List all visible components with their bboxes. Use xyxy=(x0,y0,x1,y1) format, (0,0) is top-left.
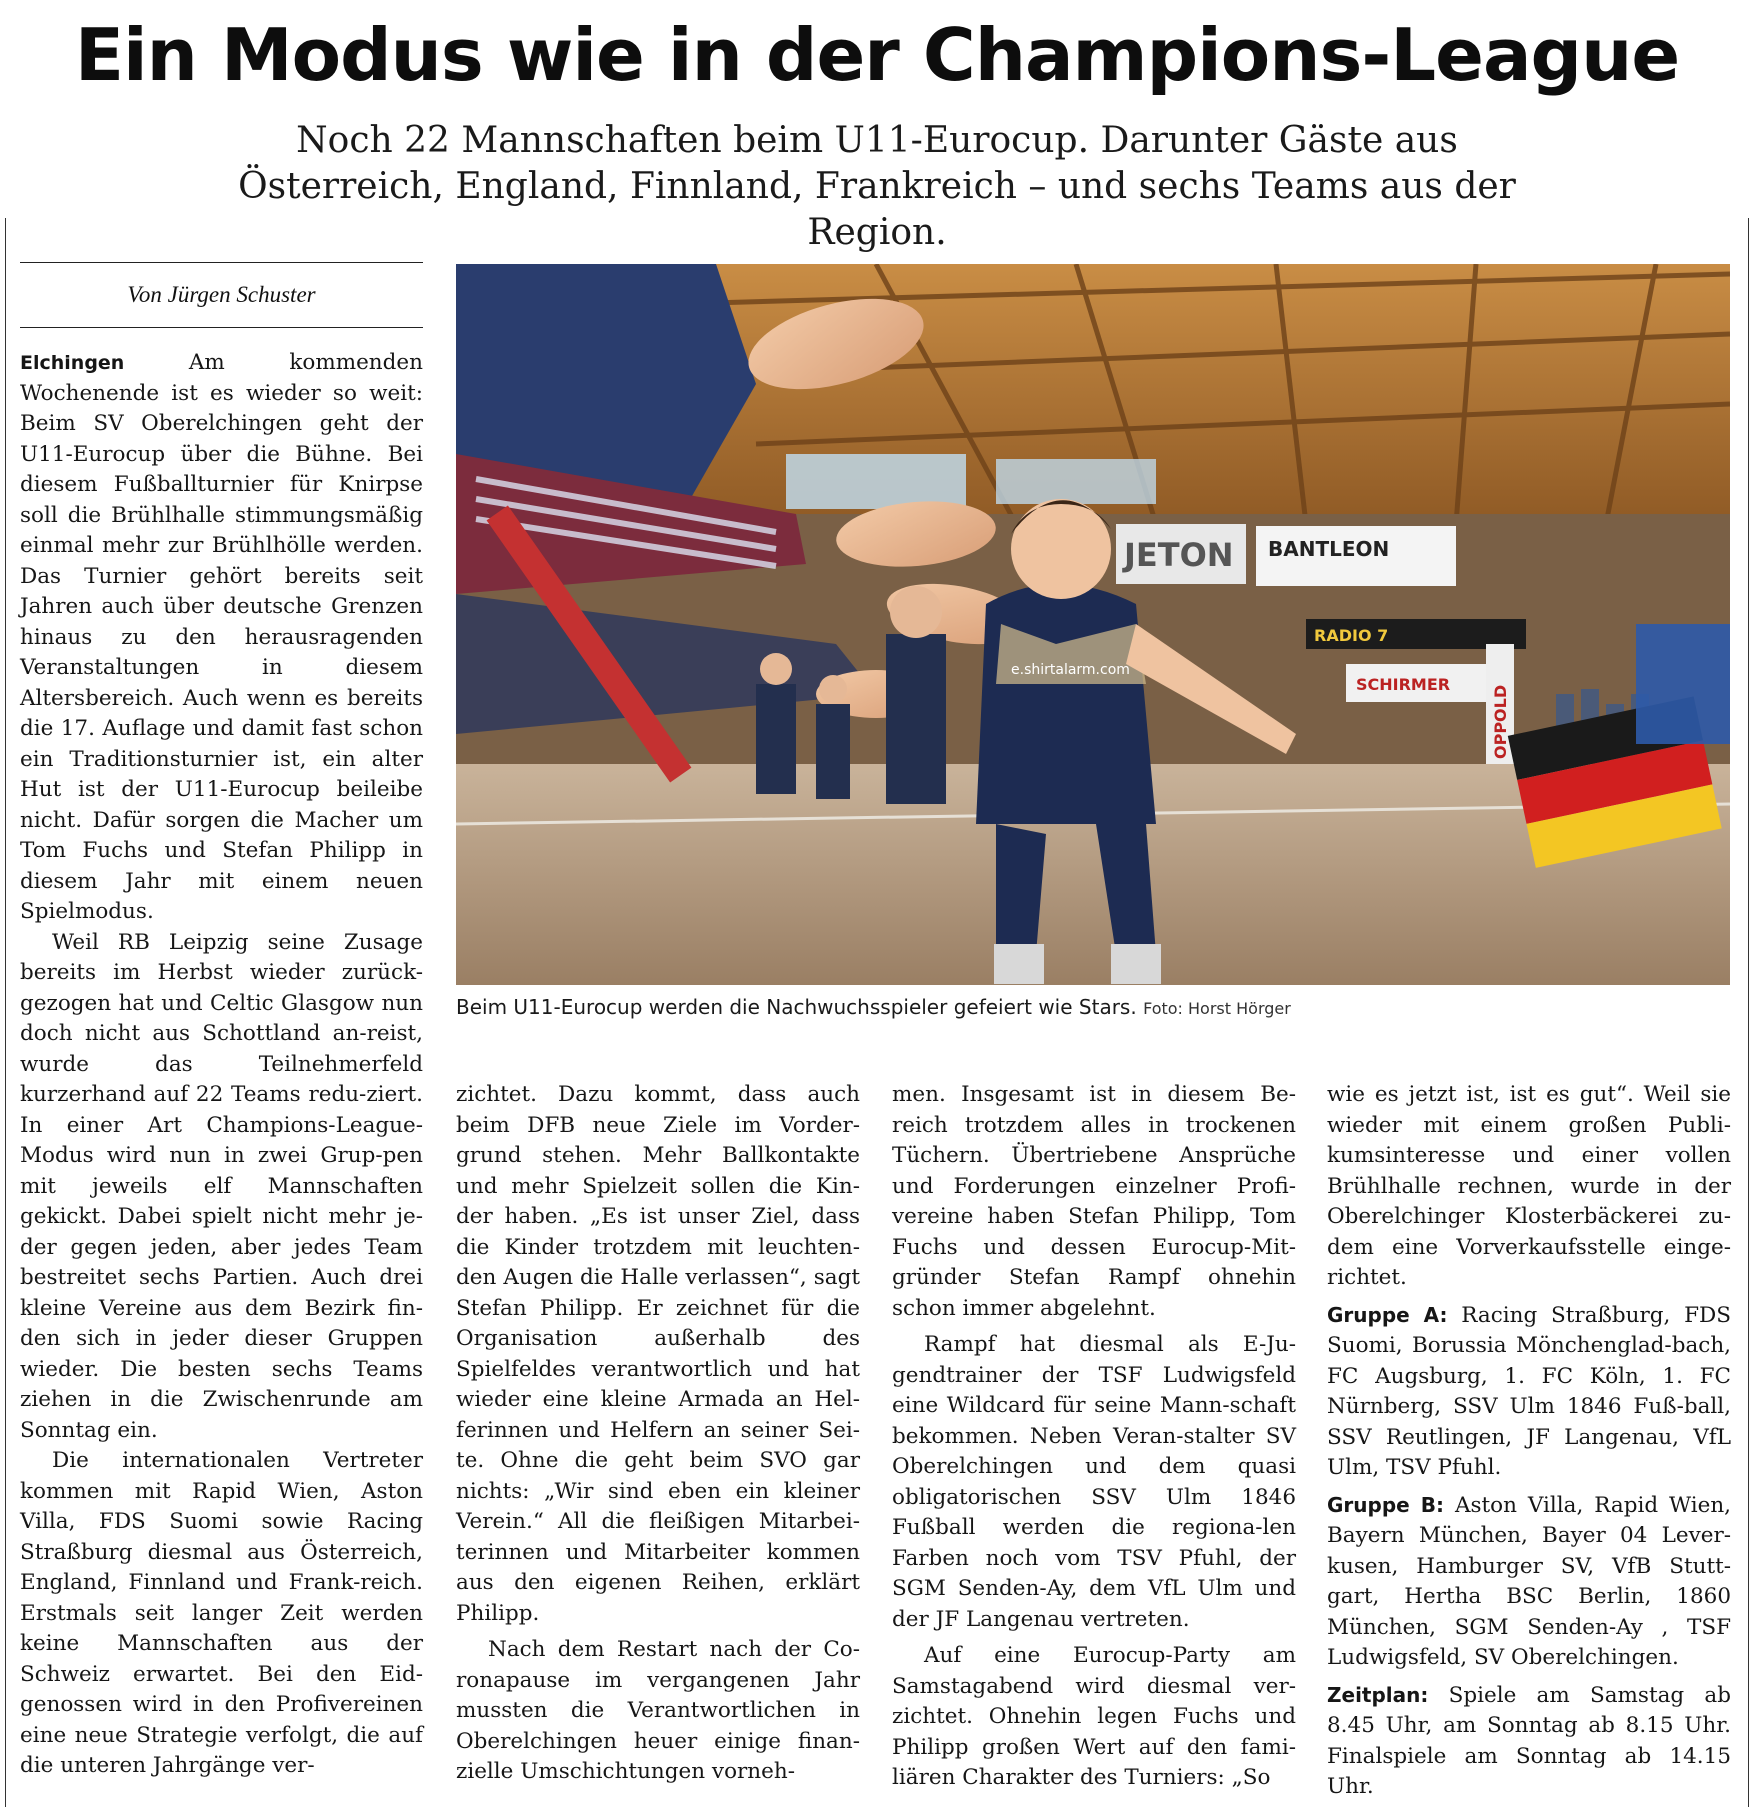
paragraph: Die internationalen Vertreter kommen mit Rapid Wien, Aston Villa, FDS Suomi sowie Racing Straßburg diesmal aus Österreich, England, Finnland und Frank-reich. Erstmals seit langer Zeit werden keine Mannschaften aus der Schweiz erwartet. Bei den Eid-genossen wird in den Profivereinen eine neue Strategie verfolgt, die auf die unteren Jahrgänge ver- xyxy=(20,1448,423,1778)
schedule-label: Zeitplan: xyxy=(1327,1682,1429,1707)
text-column-4 xyxy=(1327,1080,1731,1803)
photo-caption xyxy=(456,993,1730,1023)
sign-oppold: OPPOLD xyxy=(1491,684,1510,759)
paragraph-text: Am kommenden Wochenende ist es wieder so weit: Beim SV Oberelchingen geht der U11-Eurocup über die Bühne. Bei diesem Fußballturnier für Knirpse soll die Brühlhalle stimmungsmäßig einmal mehr zur Brühlhölle werden. Das Turnier gehört bereits seit Jahren auch über deutsche Grenzen hinaus zu den herausragenden Veranstaltungen in diesem Altersbereich. Auch wenn es bereits die 17. Auflage und damit fast schon ein Traditionsturnier ist, ein alter Hut ist der U11-Eurocup beileibe nicht. Dafür sorgen die Macher um Tom Fuchs und Stefan Philipp in diesem Jahr mit einem neuen Spielmodus. xyxy=(20,350,423,924)
text-column-2 xyxy=(456,1080,860,1788)
photo-credit: Foto: Horst Hörger xyxy=(1143,999,1291,1018)
fact-box-schedule xyxy=(1327,1680,1731,1803)
paragraph: Rampf hat diesmal als E-Ju-gendtrainer der TSF Ludwigsfeld eine Wildcard für seine Mann-schaft bekommen. Neben Veran-stalter SV Oberelchingen und dem quasi obligatorischen SSV Ulm 1846 Fußball werden die regiona-len Farben noch vom TSV Pfuhl, der SGM Senden-Ay, dem VfL Ulm und der JF Langenau vertreten. xyxy=(892,1332,1296,1632)
paragraph xyxy=(20,348,423,928)
group-a-text: Racing Straßburg, FDS Suomi, Borussia Mönchenglad-bach, FC Augsburg, 1. FC Köln, 1. FC Nürnberg, SSV Ulm 1846 Fuß-ball, SSV Reutlingen, JF Langenau, VfL Ulm, TSV Pfuhl. xyxy=(1327,1302,1732,1480)
byline: Von Jürgen Schuster xyxy=(20,262,423,328)
sign-radio: RADIO 7 xyxy=(1314,626,1389,645)
caption-text: Beim U11-Eurocup werden die Nachwuchsspieler gefeiert wie Stars. xyxy=(456,995,1137,1019)
schedule-text: Spiele am Samstag ab 8.45 Uhr, am Sonntag ab 8.15 Uhr. Finalspiele am Sonntag ab 14.15 Uhr. xyxy=(1327,1682,1731,1799)
text-column-1 xyxy=(20,348,423,1782)
column-rule-left xyxy=(5,218,6,1807)
subheadline: Noch 22 Mannschaften beim U11-Eurocup. Darunter Gäste aus Österreich, England, Finnland, Frankreich – und sechs Teams aus der Region. xyxy=(238,120,1516,253)
paragraph: men. Insgesamt ist in diesem Be-reich trotzdem alles in trockenen Tüchern. Übertriebene Ansprüche und Forderungen einzelner Profi-vereine haben Stefan Philipp, Tom Fuchs und dessen Eurocup-Mit-gründer Stefan Rampf ohnehin schon immer abgelehnt. xyxy=(892,1082,1296,1321)
paragraph: Auf eine Eurocup-Party am Samstagabend wird diesmal ver-zichtet. Ohnehin legen Fuchs und Philipp großen Wert auf den fami-liären Charakter des Turniers: „So xyxy=(892,1643,1296,1790)
paragraph: Weil RB Leipzig seine Zusage bereits im Herbst wieder zurück-gezogen hat und Celtic Glasgow nun doch nicht aus Schottland an-reist, wurde das Teilnehmerfeld kurzerhand auf 22 Teams redu-ziert. In einer Art Champions-League-Modus wird nun in zwei Grup-pen mit jeweils elf Mannschaften gekickt. Dabei spielt nicht mehr je-der gegen jeden, aber jedes Team bestreitet sechs Partien. Auch drei kleine Vereine aus dem Bezirk fin-den sich in jeder dieser Gruppen wieder. Die besten sechs Teams ziehen in die Zwischenrunde am Sonntag ein. xyxy=(20,929,423,1443)
article-photo xyxy=(456,264,1730,985)
shirt-text: e.shirtalarm.com xyxy=(1011,662,1130,678)
dateline: Elchingen xyxy=(20,352,125,374)
sign-bantleon: BANTLEON xyxy=(1268,537,1390,561)
fact-box-group-a xyxy=(1327,1300,1731,1484)
group-b-text: Aston Villa, Rapid Wien, Bayern München, Bayer 04 Lever-kusen, Hamburger SV, VfB Stutt-gart, Hertha BSC Berlin, 1860 München, SGM Senden-Ay , TSF Ludwigsfeld, SV Oberelchingen. xyxy=(1327,1492,1732,1670)
paragraph: wie es jetzt ist, ist es gut“. Weil sie wieder mit einem großen Publi-kumsinteresse und einer vollen Brühlhalle rechnen, wurde in der Oberelchinger Klosterbäckerei zu-dem eine Vorverkaufsstelle einge-richtet. xyxy=(1327,1082,1731,1290)
sign-schirmer: SCHIRMER xyxy=(1356,675,1451,694)
group-b-label: Gruppe B: xyxy=(1327,1492,1445,1517)
paragraph: Nach dem Restart nach der Co-ronapause im vergangenen Jahr mussten die Verantwortlichen in Oberelchingen heuer einige finan-zielle Umschichtungen vorneh- xyxy=(456,1637,860,1784)
headline: Ein Modus wie in der Champions-League xyxy=(74,13,1680,97)
sign-jeton: JETON xyxy=(1124,536,1234,574)
fact-box-group-b xyxy=(1327,1490,1731,1674)
text-column-3 xyxy=(892,1080,1296,1794)
paragraph: zichtet. Dazu kommt, dass auch beim DFB neue Ziele im Vorder-grund stehen. Mehr Ballkontakte und mehr Spielzeit sollen die Kin-der haben. „Es ist unser Ziel, dass die Kinder trotzdem mit leuchten-den Augen die Halle verlassen“, sagt Stefan Philipp. Er zeichnet für die Organisation außerhalb des Spielfeldes verantwortlich und hat wieder eine kleine Armada an Hel-ferinnen und Helfern an seiner Sei-te. Ohne die geht beim SVO gar nichts: „Wir sind eben ein kleiner Verein.“ All die fleißigen Mitarbei-terinnen und Mitarbeiter kommen aus den eigenen Reihen, erklärt Philipp. xyxy=(456,1082,860,1626)
group-a-label: Gruppe A: xyxy=(1327,1302,1448,1327)
photo-illustration xyxy=(456,264,1730,985)
column-rule-right xyxy=(1748,218,1749,1807)
